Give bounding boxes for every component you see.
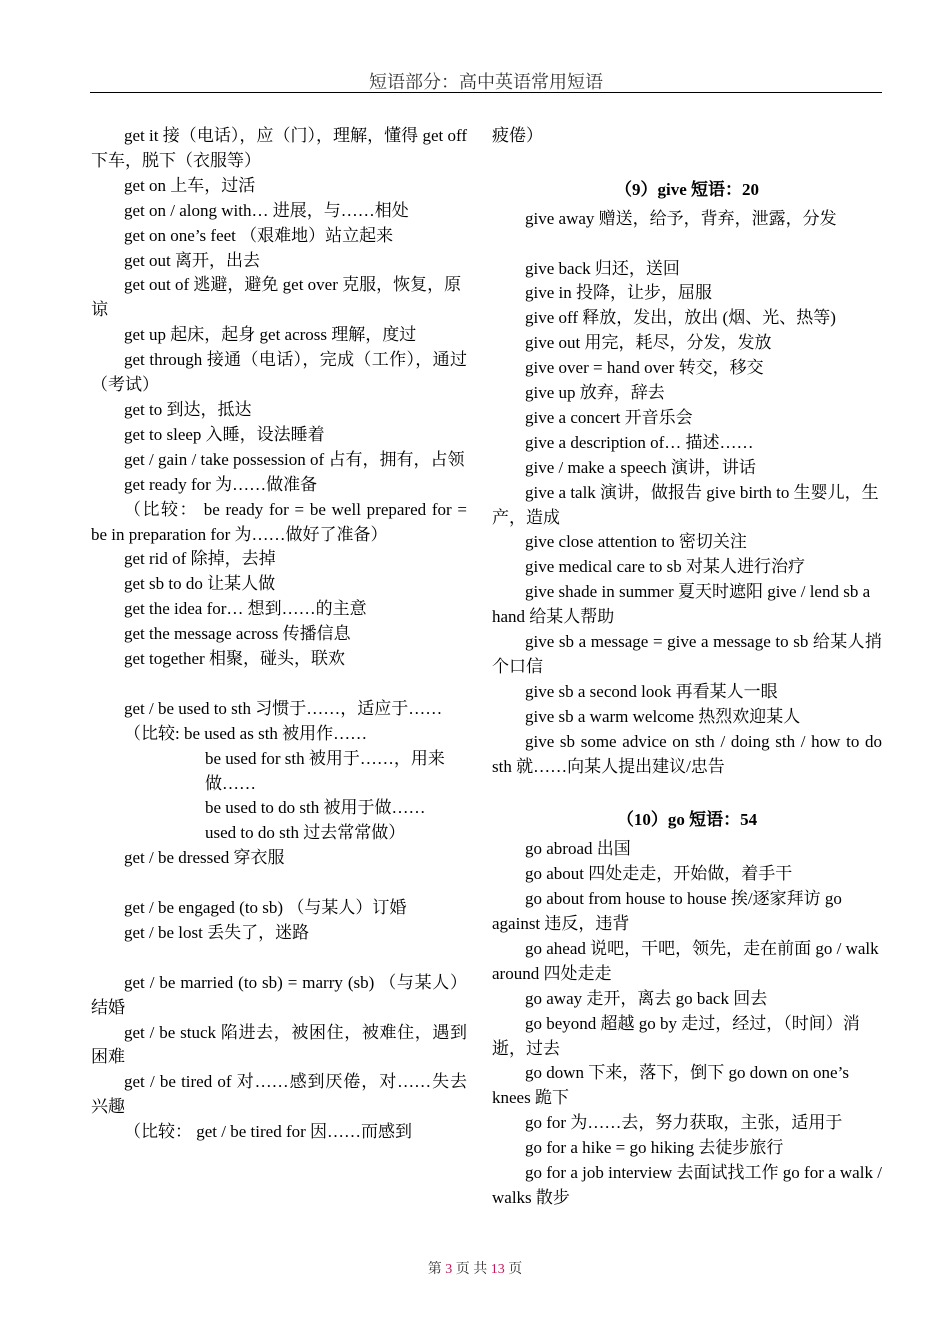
phrase-entry: give sb some advice on sth / doing sth / how to do sth 就……向某人提出建议/忠告 — [492, 731, 882, 776]
phrase-entry: get rid of 除掉，去掉 — [124, 549, 276, 569]
phrase-entry: give medical care to sb 对某人进行治疗 — [525, 557, 805, 577]
blank-line — [91, 871, 467, 896]
phrase-entry: get / gain / take possession of 占有，拥有，占领 — [124, 449, 465, 469]
phrase-entry: give sb a message = give a message to sb 给某人捎个口信 — [492, 632, 882, 676]
phrase-entry: go about 四处走走，开始做，着手干 — [525, 864, 793, 884]
phrase-entry: 疲倦） — [492, 126, 543, 145]
phrase-entry: get / be tired of 对……感到厌倦，对……失去兴趣 — [91, 1072, 467, 1117]
phrase-entry: used to do sth 过去常常做） — [205, 823, 406, 843]
phrase-entry: get / be engaged (to sb) （与某人）订婚 — [124, 898, 407, 918]
phrase-entry: give over = hand over 转交，移交 — [525, 358, 764, 378]
phrase-entry: get / be used to sth 习惯于……，适应于…… — [124, 698, 443, 718]
phrase-entry: get on 上车，过活 — [124, 175, 256, 195]
phrase-entry: get / be dressed 穿衣服 — [124, 848, 285, 868]
phrase-entry: get up 起床，起身 get across 理解，度过 — [124, 325, 417, 345]
phrase-entry: give a concert 开音乐会 — [525, 407, 693, 427]
phrase-entry: （比较： be ready for = be well prepared for = be in preparation for 为……做好了准备） — [91, 499, 467, 544]
phrase-entry: give in 投降，让步，屈服 — [525, 283, 712, 303]
phrase-entry: give out 用完，耗尽，分发，发放 — [525, 333, 772, 353]
footer-suffix: 页 — [508, 1262, 523, 1277]
phrase-entry: give close attention to 密切关注 — [525, 532, 747, 552]
phrase-entry: get / be married (to sb) = marry (sb) （与某人）结婚 — [91, 972, 467, 1017]
phrase-entry: get it 接（电话），应（门），理解，懂得 get off 下车，脱下（衣服等） — [91, 126, 467, 170]
total-page-number: 13 — [490, 1262, 505, 1277]
phrase-entry: go down 下来，落下，倒下 go down on one’s knees 跪下 — [492, 1063, 849, 1108]
phrase-entry: go beyond 超越 go by 走过，经过，（时间）消逝，过去 — [492, 1013, 860, 1058]
phrase-entry: get the message across 传播信息 — [124, 624, 351, 644]
phrase-entry: get together 相聚，碰头，联欢 — [124, 649, 345, 669]
phrase-entry: get sb to do 让某人做 — [124, 574, 276, 594]
phrase-entry: （比较： get / be tired for 因……而感到 — [124, 1122, 413, 1142]
phrase-entry: get / be stuck 陷进去，被困住，被难住，遇到困难 — [91, 1022, 467, 1067]
phrase-entry: go ahead 说吧，干吧，领先，走在前面 go / walk around 四处走走 — [492, 938, 879, 983]
phrase-entry: give sb a warm welcome 热烈欢迎某人 — [525, 706, 801, 726]
current-page-number: 3 — [445, 1262, 453, 1277]
blank-line — [492, 780, 882, 805]
section-heading: （10）go 短语：54 — [616, 810, 758, 830]
phrase-entry: get / be lost 丢失了，迷路 — [124, 922, 310, 942]
blank-line — [91, 672, 467, 697]
header-divider — [90, 92, 882, 93]
phrase-entry: go for a hike = go hiking 去徒步旅行 — [525, 1138, 784, 1158]
phrase-entry: get out 离开，出去 — [124, 250, 260, 270]
phrase-entry: give a talk 演讲，做报告 give birth to 生婴儿，生产，造成 — [492, 482, 879, 527]
phrase-entry: get to sleep 入睡，设法睡着 — [124, 424, 325, 444]
phrase-entry: give up 放弃，辞去 — [525, 383, 665, 403]
page-footer — [0, 1258, 950, 1278]
phrase-entry: get on one’s feet （艰难地）站立起来 — [124, 225, 394, 245]
phrase-entry: go about from house to house 挨/逐家拜访 go against 违反，违背 — [492, 889, 842, 934]
blank-line — [91, 946, 467, 971]
phrase-entry: give back 归还，送回 — [525, 258, 680, 278]
blank-line — [492, 232, 882, 257]
phrase-entry: go away 走开，离去 go back 回去 — [525, 988, 768, 1008]
blank-line — [492, 149, 882, 174]
phrase-entry: give off 释放，发出，放出 (烟、光、热等) — [525, 308, 836, 328]
phrase-entry: give away 赠送，给予，背弃，泄露，分发 — [525, 208, 837, 228]
phrase-entry: be used for sth 被用于……，用来做…… — [205, 748, 445, 793]
phrase-entry: （比较: be used as sth 被用作…… — [124, 723, 368, 743]
phrase-entry: get out of 逃避，避免 get over 克服，恢复，原谅 — [91, 275, 462, 320]
page-header-title: 短语部分：高中英语常用短语 — [369, 72, 603, 92]
phrase-entry: go abroad 出国 — [525, 839, 631, 859]
phrase-entry: go for 为……去，努力获取，主张，适用于 — [525, 1113, 843, 1133]
footer-middle: 页 共 — [455, 1262, 488, 1277]
footer-prefix: 第 — [427, 1262, 442, 1277]
phrase-entry: give shade in summer 夏天时遮阳 give / lend sb a hand 给某人帮助 — [492, 582, 871, 627]
phrase-entry: give / make a speech 演讲，讲话 — [525, 457, 756, 477]
left-column — [91, 124, 467, 1145]
phrase-entry: give sb a second look 再看某人一眼 — [525, 681, 778, 701]
section-heading: （9）give 短语：20 — [614, 179, 760, 199]
right-column — [492, 124, 882, 1211]
phrase-entry: go for a job interview 去面试找工作 go for a walk / walks 散步 — [492, 1163, 882, 1208]
phrase-entry: be used to do sth 被用于做…… — [205, 798, 426, 818]
phrase-entry: get to 到达，抵达 — [124, 399, 252, 419]
phrase-entry: get ready for 为……做准备 — [124, 474, 318, 494]
phrase-entry: get the idea for… 想到……的主意 — [124, 599, 367, 619]
phrase-entry: get on / along with… 进展，与……相处 — [124, 200, 409, 220]
phrase-entry: get through 接通（电话），完成（工作），通过（考试） — [91, 350, 467, 395]
phrase-entry: give a description of… 描述…… — [525, 432, 754, 452]
